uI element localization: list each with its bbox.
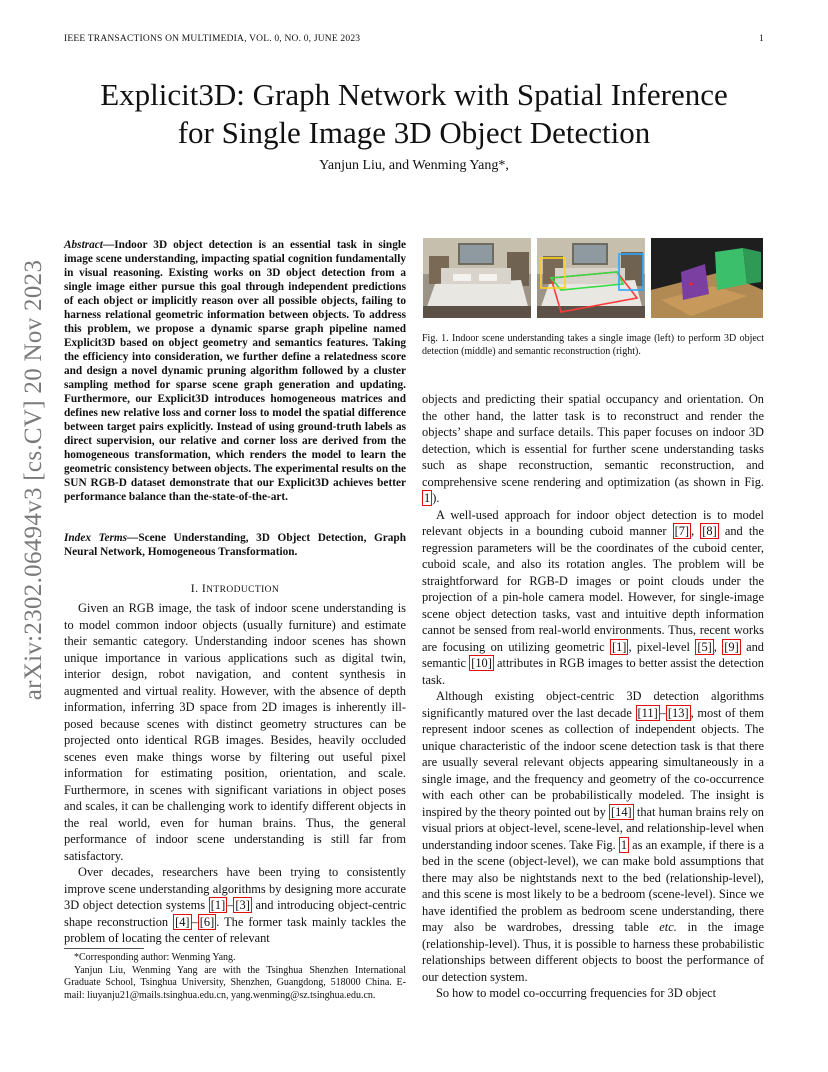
citation-link[interactable]: [4] [175, 914, 190, 929]
paper-title [60, 76, 768, 152]
abstract-label: Abstract [64, 239, 103, 251]
section-heading-introduction: I. INTRODUCTION [190, 581, 280, 595]
index-terms-text: —Scene Understanding, 3D Object Detection, Graph Neural Network, Homogeneous Transformation. [64, 532, 406, 558]
footnote-affiliation: Yanjun Liu, Wenming Yang are with the Tsinghua Shenzhen International Graduate School, Tsinghua University, Shenzhen, Guangdong, 518000 China. E-mail: liuyanju21@mails.tsinghua.edu.cn, yang.wenming@sz.tsinghua.edu.cn. [64, 964, 406, 1001]
index-terms [64, 531, 406, 559]
journal-line: IEEE TRANSACTIONS ON MULTIMEDIA, VOL. 0, NO. 0, JUNE 2023 [64, 34, 361, 44]
title-line-1: Explicit3D: Graph Network with Spatial Inference [100, 77, 728, 112]
semantic-reconstruction-image [651, 238, 763, 318]
citation-link[interactable]: [9] [724, 639, 739, 654]
page-number: 1 [759, 34, 764, 44]
citation-link[interactable]: [13] [667, 705, 689, 720]
figure-reference-link[interactable]: 1 [620, 837, 628, 852]
figure-1-caption: Fig. 1. Indoor scene understanding takes a single image (left) to perform 3D object detection (middle) and semantic reconstruction (right). [422, 333, 764, 357]
citation-link[interactable]: [7] [674, 524, 690, 538]
paragraph-object-centric: Although existing object-centric 3D detection algorithms significantly matured over the last decade [11] – [13] , most of them represent indoor scenes as collection of independent objects. The unique characteristic of the indoor scene detection task is that there are usually several relevant objects appearing simultaneously in a single image, and the frequency and geometry of the co-occurrence with each other can be probabilistically modeled. The insight is inspired by the theory pointed out by [14] that human brains rely on visual priors at object-level, scene-level, and relationship-level when understanding indoor scenes. Take Fig. 1 as an example, if there is a bed in the scene (object-level), we can make bold assumptions that there may also be nightstands next to the bed (relationship-level), and this scene is most likely to be a bedroom (scene-level). Since we have identified the problem as bedroom scene understanding, there may also be wardrobes, dressing table etc. in the image (relationship-level). Thus, it is possible to harness these probabilistic relationships between different objects to boost the performance of our detection system. [422, 689, 765, 984]
intro-paragraph-1: Given an RGB image, the task of indoor scene understanding is to model common indoor objects (usually furniture) and estimate their semantic category. Understanding indoor scenes has shown unique importance in various applications such as digital twin, interior design, robot navigation, and content synthesis in augmented and virtual reality. However, with the absence of depth information, inferring 3D space from 2D images is inherently ill-posed because scenes with distinct geometry structures can be projected onto identical RGB images. Besides, heavily occluded scenes even make things worse by filtering out useful pixel information for estimating position, orientation, and scale. Furthermore, in scenes with significant variations in object poses and scales, it can be challenging work to identify different objects in the real world, even for human brains. Thus, the general performance of indoor scene understanding is still far from satisfactory. [64, 601, 406, 863]
bedroom-detection-image [537, 238, 645, 318]
citation-link[interactable]: [6] [199, 914, 215, 929]
citation-link[interactable]: [1] [210, 898, 226, 912]
abstract [64, 238, 406, 504]
author-line: Yanjun Liu, and Wenming Yang*, [319, 158, 509, 173]
citation-link[interactable]: [8] [702, 524, 717, 538]
citation-link[interactable]: [5] [697, 639, 712, 654]
index-terms-label: Index Terms [64, 532, 128, 544]
figure-1 [423, 238, 763, 318]
bedroom-input-image [423, 238, 531, 318]
citation-link[interactable]: [10] [471, 656, 492, 670]
footnote-rule [64, 948, 144, 949]
intro-paragraph-2: Over decades, researchers have been trying to consistently improve scene understanding algorithms by designing more accurate 3D object detection systems [1] – [3] and introducing object-centric shape reconstruction [4] – [6] . The former task mainly tackles the problem of locating the center of relevant [64, 865, 406, 945]
arxiv-sidebar [14, 260, 54, 700]
paragraph-continued: objects and predicting their spatial occupancy and orientation. On the other hand, the latter task is to reconstruct and render the objects’ shape and surface details. This paper focuses on indoor 3D detection, which is essential for further scene understanding tasks such as shape reconstruction, semantic reconstruction, and comprehensive scene rendering and optimization (as shown in Fig. 1 ). [422, 392, 764, 505]
footnotes [64, 952, 406, 1002]
right-column-body [422, 391, 764, 1002]
figure-reference-link[interactable]: 1 [424, 491, 431, 505]
paragraph-co-occurring: So how to model co-occurring frequencies for 3D object [436, 986, 717, 1000]
arxiv-identifier: arXiv:2302.06494v3 [cs.CV] 20 Nov 2023 [20, 259, 47, 701]
footnote-corresponding: *Corresponding author: Wenming Yang. [74, 952, 236, 963]
citation-link[interactable]: [1] [611, 639, 627, 654]
abstract-text: —Indoor 3D object detection is an essential task in single image scene understanding, impacting spatial cognition fundamentally in visual reasoning. Existing works on 3D object detection from a single image either pursue this goal through independent predictions of each object or implicitly reason over all possible objects, failing to harness relational geometric information between objects. To address this problem, we propose a dynamic sparse graph pipeline named Explicit3D based on object geometry and semantics features. Taking the efficiency into consideration, we further define a relatedness score and design a novel dynamic pruning algorithm followed by a cluster sampling method for sparse scene graph generation and updating. Furthermore, our Explicit3D introduces homogeneous matrices and defines new relative loss and corner loss to model the spatial difference between target pairs explicitly. Instead of using ground-truth labels as direct supervision, our relative and corner loss are derived from the homogeneous transformation, which renders the model to learn the geometric consistency between objects. The experimental results on the SUN RGB-D dataset demonstrate that our Explicit3D achieves better performance balance than the-state-of-the-art. [64, 239, 406, 503]
citation-link[interactable]: [3] [235, 898, 250, 912]
paragraph-bounding-cuboid: A well-used approach for indoor object detection is to model relevant objects in a bounding cuboid manner [7] , [8] and the regression parameters will be the coordinates of the cuboid center, cuboid scale, and also its rotation angles. The problem will be straightforward for RGB-D images or point clouds under the projection of a pin-hole camera model. However, for single-image scene object detection tasks, vast and intuitive depth information cannot be sensed from real-world environments. Thus, recent works are focusing on utilizing geometric [1] , pixel-level [5] , [9] and semantic [10] attributes in RGB images to better assist the detection task. [422, 507, 765, 687]
running-header [64, 34, 764, 44]
citation-link[interactable]: [11] [637, 705, 658, 720]
title-line-2: for Single Image 3D Object Detection [177, 115, 651, 150]
introduction-body [64, 600, 406, 947]
citation-link[interactable]: [14] [611, 804, 632, 819]
